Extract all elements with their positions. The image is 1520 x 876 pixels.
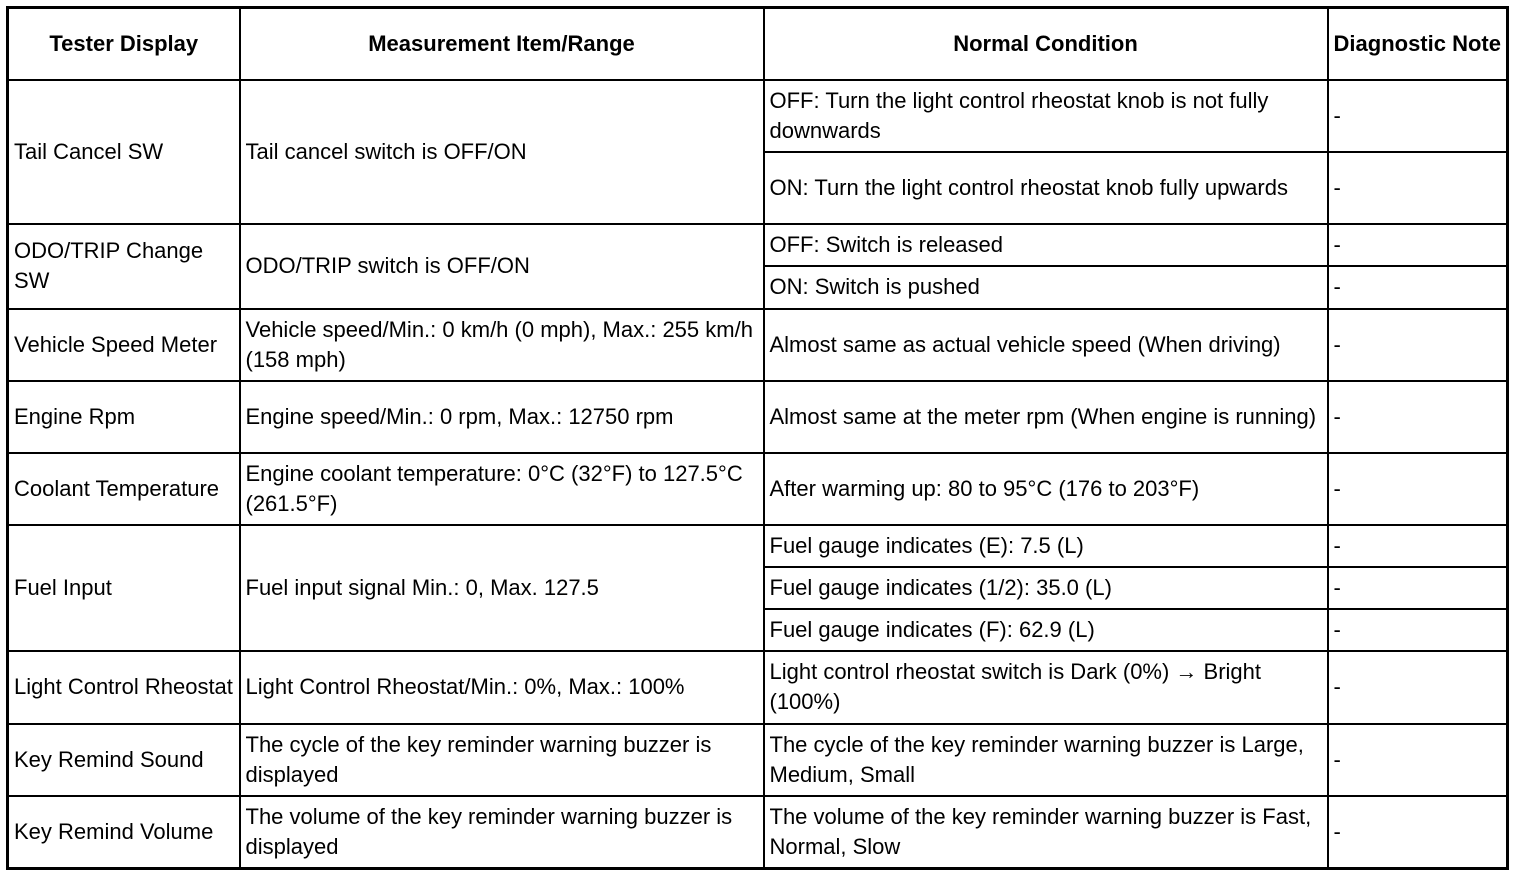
tester-display-cell: Coolant Temperature [8,453,240,525]
note-cell: - [1328,525,1508,567]
note-cell: - [1328,80,1508,152]
condition-cell: Fuel gauge indicates (E): 7.5 (L) [764,525,1328,567]
diagnostic-table [6,6,1509,870]
note-cell: - [1328,266,1508,308]
condition-cell: Fuel gauge indicates (1/2): 35.0 (L) [764,567,1328,609]
measurement-cell: Fuel input signal Min.: 0, Max. 127.5 [240,525,764,651]
tester-display-cell: ODO/TRIP Change SW [8,224,240,308]
condition-cell: The volume of the key reminder warning buzzer is Fast, Normal, Slow [764,796,1328,869]
tester-display-cell: Key Remind Sound [8,724,240,796]
table-row [8,381,1508,453]
tester-display-cell: Light Control Rheostat [8,651,240,723]
note-cell: - [1328,381,1508,453]
tester-display-cell: Engine Rpm [8,381,240,453]
note-cell: - [1328,651,1508,723]
tester-display-cell: Vehicle Speed Meter [8,309,240,381]
table-row [8,453,1508,525]
tester-display-cell: Tail Cancel SW [8,80,240,224]
note-cell: - [1328,796,1508,869]
tester-display-cell: Fuel Input [8,525,240,651]
measurement-cell: ODO/TRIP switch is OFF/ON [240,224,764,308]
note-cell: - [1328,609,1508,651]
note-cell: - [1328,152,1508,224]
table-row [8,796,1508,869]
table-row [8,224,1508,266]
table-row [8,80,1508,152]
table-row [8,525,1508,567]
tester-display-cell: Key Remind Volume [8,796,240,869]
measurement-cell: The cycle of the key reminder warning buzzer is displayed [240,724,764,796]
condition-cell: Almost same as actual vehicle speed (When driving) [764,309,1328,381]
header-normal-condition: Normal Condition [764,8,1328,81]
measurement-cell: The volume of the key reminder warning buzzer is displayed [240,796,764,869]
header-tester-display: Tester Display [8,8,240,81]
note-cell: - [1328,724,1508,796]
measurement-cell: Vehicle speed/Min.: 0 km/h (0 mph), Max.: 255 km/h (158 mph) [240,309,764,381]
measurement-cell: Engine speed/Min.: 0 rpm, Max.: 12750 rpm [240,381,764,453]
condition-cell: Fuel gauge indicates (F): 62.9 (L) [764,609,1328,651]
measurement-cell: Engine coolant temperature: 0°C (32°F) to 127.5°C (261.5°F) [240,453,764,525]
note-cell: - [1328,453,1508,525]
table-row [8,724,1508,796]
note-cell: - [1328,567,1508,609]
note-cell: - [1328,309,1508,381]
condition-cell: ON: Switch is pushed [764,266,1328,308]
header-row [8,8,1508,81]
condition-cell: After warming up: 80 to 95°C (176 to 203°F) [764,453,1328,525]
header-measurement: Measurement Item/Range [240,8,764,81]
note-cell: - [1328,224,1508,266]
condition-cell: OFF: Switch is released [764,224,1328,266]
condition-cell: Almost same at the meter rpm (When engine is running) [764,381,1328,453]
condition-cell: The cycle of the key reminder warning buzzer is Large, Medium, Small [764,724,1328,796]
condition-cell: Light control rheostat switch is Dark (0%) → Bright (100%) [764,651,1328,723]
table-row [8,651,1508,723]
condition-cell: ON: Turn the light control rheostat knob fully upwards [764,152,1328,224]
table-row [8,309,1508,381]
header-diagnostic-note: Diagnostic Note [1328,8,1508,81]
measurement-cell: Tail cancel switch is OFF/ON [240,80,764,224]
measurement-cell: Light Control Rheostat/Min.: 0%, Max.: 100% [240,651,764,723]
condition-cell: OFF: Turn the light control rheostat knob is not fully downwards [764,80,1328,152]
